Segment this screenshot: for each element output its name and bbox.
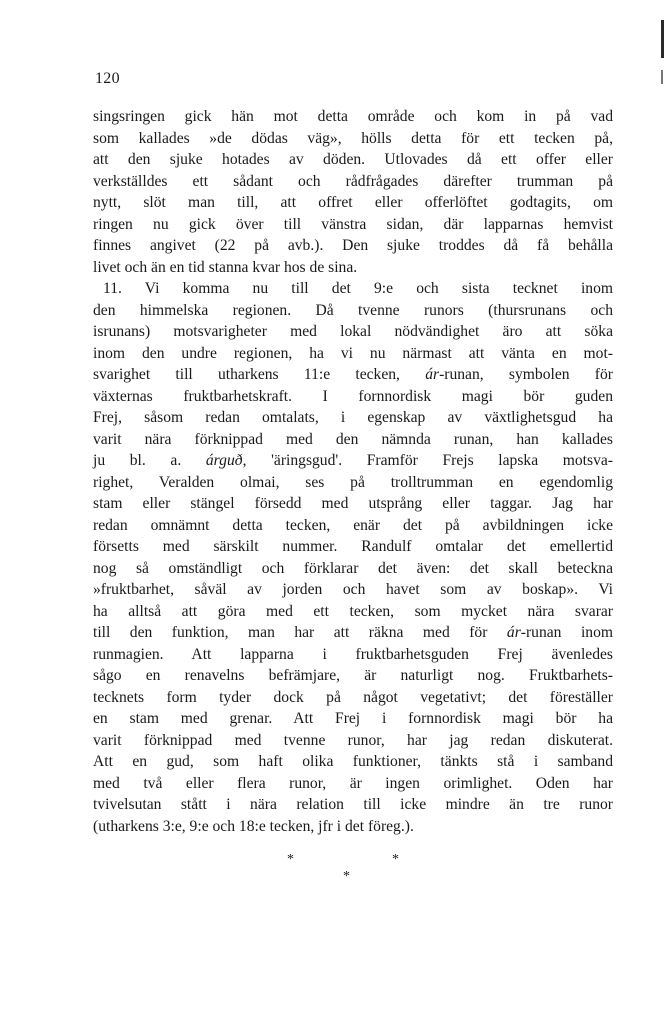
text-line: stam eller stängel försedd med utsprång eller taggar. Jag har xyxy=(93,495,613,512)
text-line: nytt, slöt man till, att offret eller offerlöftet godtagits, om xyxy=(93,194,613,211)
text-line: ha alltså att göra med ett tecken, som mycket nära svarar xyxy=(93,602,613,620)
section-separator xyxy=(0,846,664,886)
text-line: till den funktion, man har att räkna med för ár-runan inom xyxy=(93,624,613,641)
text-line: finnes angivet (22 på avb.). Den sjuke troddes då få behålla xyxy=(93,237,613,254)
text-line: Att en gud, som haft olika funktioner, tänkts stå i samband xyxy=(93,753,613,770)
text-line: sågo en renavelns befrämjare, är naturligt nog. Fruktbarhets- xyxy=(93,667,613,684)
text-line: »fruktbarhet, såväl av jorden och havet som av boskap». Vi xyxy=(93,581,613,598)
text-line: som kallades »de dödas väg», hölls detta för ett tecken på, xyxy=(93,129,613,147)
text-line: varit nära förknippad med den nämnda runan, han kallades xyxy=(93,430,613,448)
asterisk: * xyxy=(343,869,350,884)
text-line: verkställdes ett sådant och rådfrågades därefter trumman på xyxy=(93,172,613,190)
text-line: inom den undre regionen, ha vi nu närmast att vänta en mot- xyxy=(93,344,613,362)
text-line: en stam med grenar. Att Frej i fornnordisk magi bör ha xyxy=(93,710,613,727)
text-line: den himmelska regionen. Då tvenne runors (thursrunans och xyxy=(93,301,613,319)
text-line: isrunans) motsvarigheter med lokal nödvändighet äro att söka xyxy=(93,323,613,340)
text-line: livet och än en tid stanna kvar hos de sina. xyxy=(93,258,358,276)
text-line: ju bl. a. árguð, 'äringsgud'. Framför Frejs lapska motsva- xyxy=(93,452,613,469)
text-line: singsringen gick hän mot detta område och kom in på vad xyxy=(93,108,613,125)
text-line: (utharkens 3:e, 9:e och 18:e tecken, jfr i det föreg.). xyxy=(93,817,414,835)
text-line: 11. Vi komma nu till det 9:e och sista tecknet inom xyxy=(103,280,613,297)
text-line: runmagien. Att lapparna i fruktbarhetsguden Frej ävenledes xyxy=(93,645,613,663)
text-line: righet, Veralden olmai, ses på trolltrumman en egendomlig xyxy=(93,473,613,491)
text-line: tvivelsutan stått i nära relation till icke mindre än tre runor xyxy=(93,796,613,813)
text-line: nog så omständligt och förklarar det även: det skall beteckna xyxy=(93,559,613,577)
text-line: svarighet till utharkens 11:e tecken, ár-runan, symbolen för xyxy=(93,366,613,383)
text-line: med två eller flera runor, är ingen orimlighet. Oden har xyxy=(93,774,613,792)
page-number: 120 xyxy=(95,70,120,87)
text-line: tecknets form tyder dock på något vegetativt; det föreställer xyxy=(93,688,613,706)
scan-edge-mark xyxy=(661,70,663,84)
text-line: varit förknippad med tvenne runor, har jag redan diskuterat. xyxy=(93,731,613,749)
text-line: växternas fruktbarhetskraft. I fornnordisk magi bör guden xyxy=(93,387,613,405)
text-line: Frej, såsom redan omtalats, i egenskap av växtlighetsgud ha xyxy=(93,409,613,426)
asterisk: * xyxy=(392,852,399,867)
text-line: försetts med särskilt nummer. Randulf omtalar det emellertid xyxy=(93,538,613,555)
text-line: att den sjuke hotades av döden. Utlovades då ett offer eller xyxy=(93,151,613,168)
asterisk: * xyxy=(287,852,294,867)
body-text xyxy=(93,106,613,837)
text-line: ringen nu gick över till vänstra sidan, där lapparnas hemvist xyxy=(93,215,613,233)
text-line: redan omnämnt detta tecken, enär det på avbildningen icke xyxy=(93,516,613,534)
